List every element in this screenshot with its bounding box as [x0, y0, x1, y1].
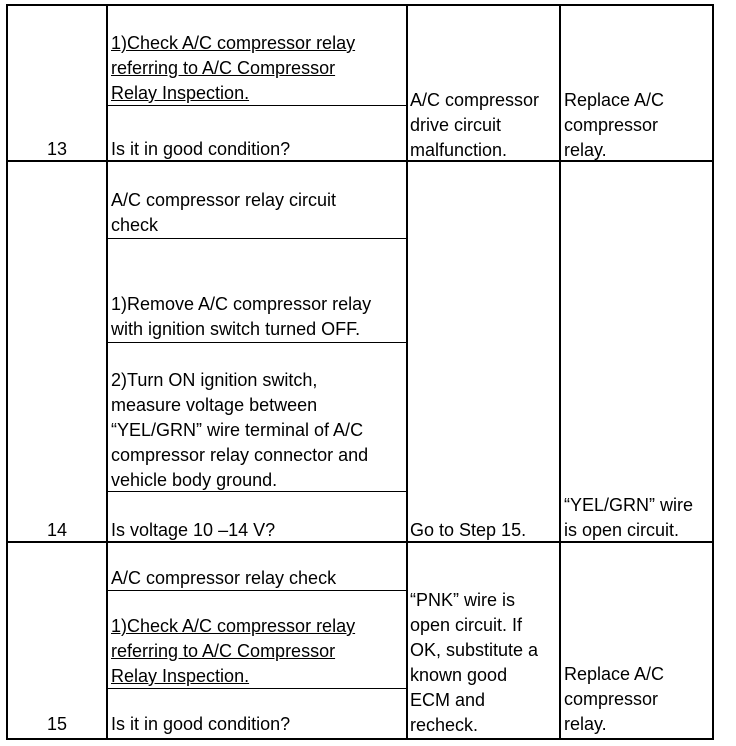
step-question: Is voltage 10 –14 V?: [111, 520, 276, 540]
yes-result: [410, 88, 558, 163]
table-border-left: [6, 4, 8, 740]
no-line: relay.: [564, 140, 607, 160]
substep-line: 2)Turn ON ignition switch,: [111, 370, 318, 390]
no-result: [564, 662, 712, 737]
no-result: [564, 88, 712, 163]
substep-line: compressor relay connector and: [111, 445, 369, 465]
yes-line: malfunction.: [410, 140, 508, 160]
check-line: 1)Check A/C compressor relay: [111, 33, 356, 53]
table-border-top: [6, 4, 714, 6]
no-line: Replace A/C: [564, 664, 665, 684]
step-question: Is it in good condition?: [111, 714, 291, 734]
check-line: referring to A/C Compressor: [111, 58, 336, 78]
step-number: 13: [46, 139, 68, 159]
column-divider-1: [106, 4, 108, 740]
substep-measure-voltage: [111, 368, 405, 493]
substep-line: 1)Remove A/C compressor relay: [111, 294, 372, 314]
title-line: check: [111, 215, 159, 235]
step-number: 14: [46, 520, 68, 540]
yes-line: OK, substitute a: [410, 640, 539, 660]
table-border-right: [712, 4, 714, 740]
no-line: “YEL/GRN” wire: [564, 495, 694, 515]
yes-line: A/C compressor: [410, 90, 540, 110]
substep-remove-relay: [111, 292, 405, 342]
check-line: referring to A/C Compressor: [111, 641, 336, 661]
check-line: Relay Inspection.: [111, 83, 250, 103]
no-line: compressor: [564, 689, 659, 709]
action-separator: [107, 238, 407, 239]
no-line: relay.: [564, 714, 607, 734]
yes-line: open circuit. If: [410, 615, 523, 635]
no-line: is open circuit.: [564, 520, 680, 540]
inspection-reference-link[interactable]: [111, 614, 405, 689]
no-result: [564, 493, 712, 543]
yes-line: “PNK” wire is: [410, 590, 516, 610]
inspection-reference-link[interactable]: [111, 31, 405, 106]
no-line: Replace A/C: [564, 90, 665, 110]
check-line: Relay Inspection.: [111, 666, 250, 686]
column-divider-2: [406, 4, 408, 740]
yes-line: recheck.: [410, 715, 479, 735]
substep-line: “YEL/GRN” wire terminal of A/C: [111, 420, 364, 440]
substep-line: with ignition switch turned OFF.: [111, 319, 361, 339]
step-number: 15: [46, 714, 68, 734]
yes-result: [410, 588, 558, 738]
title-line: A/C compressor relay circuit: [111, 190, 337, 210]
yes-line: known good: [410, 665, 508, 685]
substep-line: measure voltage between: [111, 395, 318, 415]
action-separator: [107, 342, 407, 343]
step-title: A/C compressor relay check: [111, 568, 337, 588]
no-line: compressor: [564, 115, 659, 135]
yes-line: drive circuit: [410, 115, 502, 135]
yes-line: ECM and: [410, 690, 486, 710]
column-divider-3: [559, 4, 561, 740]
yes-line: Go to Step 15.: [410, 520, 527, 540]
check-line: 1)Check A/C compressor relay: [111, 616, 356, 636]
substep-line: vehicle body ground.: [111, 470, 278, 490]
yes-result: [410, 518, 558, 543]
step-title: [111, 188, 405, 238]
step-question: Is it in good condition?: [111, 139, 291, 159]
table-border-bottom: [6, 738, 714, 740]
